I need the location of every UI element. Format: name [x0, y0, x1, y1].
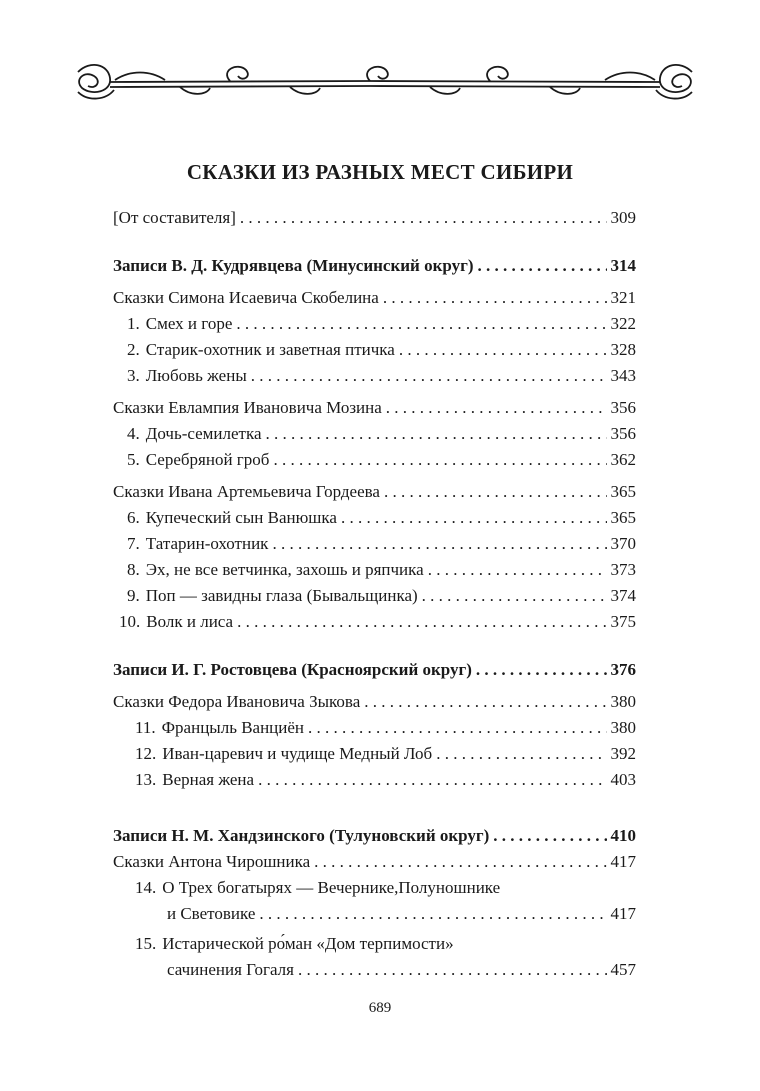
group-heading-label: Сказки Антона Чирошника [113, 852, 311, 871]
group-heading-label: Сказки Федора Ивановича Зыкова [113, 692, 361, 711]
table-of-contents [113, 205, 636, 983]
toc-entry-page: 362 [610, 450, 636, 469]
section-heading-label: Записи В. Д. Кудрявцева (Минусинский округ) [113, 256, 474, 275]
toc-entry-label: Серебряной гроб [145, 450, 270, 469]
leader-dots [478, 253, 607, 279]
leader-dots [298, 957, 607, 983]
leader-dots [308, 715, 606, 741]
toc-entry-number: 7. [127, 534, 140, 553]
toc-entry-page: 403 [610, 770, 636, 789]
section-heading-label: Записи И. Г. Ростовцева (Красноярский округ) [113, 660, 472, 679]
toc-entry-number: 10. [119, 612, 141, 631]
toc-entry-label: сачинения Гогаля [167, 960, 294, 979]
toc-entry [113, 421, 636, 447]
toc-entry-page: 457 [610, 960, 636, 979]
toc-entry-label: Смех и горе [145, 314, 233, 333]
toc-entry [113, 505, 636, 531]
leader-dots [341, 505, 607, 531]
toc-entry [113, 767, 636, 793]
group-heading [113, 689, 636, 715]
toc-entry [113, 583, 636, 609]
toc-entry-page: 375 [610, 612, 636, 631]
toc-entry-page: 380 [610, 718, 636, 737]
toc-entry-number: 15. [135, 934, 157, 953]
toc-entry-label: Купеческий сын Ванюшка [145, 508, 337, 527]
group-heading-page: 365 [610, 482, 636, 501]
toc-entry-label: Иван-царевич и чудище Медный Лоб [162, 744, 433, 763]
group-heading-label: Сказки Ивана Артемьевича Гордеева [113, 482, 380, 501]
toc-entry-page: 328 [610, 340, 636, 359]
toc-entry-number: 8. [127, 560, 140, 579]
toc-entry-page: 374 [610, 586, 636, 605]
section-heading [113, 657, 636, 683]
toc-entry [113, 363, 636, 389]
group-heading-page: 356 [610, 398, 636, 417]
toc-entry-label: Верная жена [162, 770, 255, 789]
leader-dots [240, 205, 607, 231]
toc-entry [113, 205, 636, 231]
toc-entry-label: Францыль Ванциён [161, 718, 305, 737]
toc-entry-page: 373 [610, 560, 636, 579]
toc-entry-page: 309 [610, 208, 636, 227]
toc-entry-page: 392 [610, 744, 636, 763]
toc-entry-label: Истарической ро́ман «Дом терпимости» [162, 934, 454, 953]
toc-entry-number: 11. [135, 718, 156, 737]
toc-entry-label: Поп — завидны глаза (Бывальщинка) [145, 586, 418, 605]
page-title: СКАЗКИ ИЗ РАЗНЫХ МЕСТ СИБИРИ [186, 160, 574, 184]
toc-entry-page: 322 [610, 314, 636, 333]
toc-entry-label: Татарин-охотник [145, 534, 269, 553]
toc-entry-number: 13. [135, 770, 157, 789]
toc-entry-page: 343 [610, 366, 636, 385]
toc-entry-page: 365 [610, 508, 636, 527]
toc-entry-page: 417 [610, 904, 636, 923]
leader-dots [386, 395, 607, 421]
toc-entry-page: 370 [610, 534, 636, 553]
group-heading [113, 395, 636, 421]
toc-entry-number: 4. [127, 424, 140, 443]
toc-entry [113, 447, 636, 473]
leader-dots [272, 531, 606, 557]
celtic-border-ornament-icon [70, 50, 700, 110]
leader-dots [237, 609, 606, 635]
toc-entry-label: Волк и лиса [146, 612, 234, 631]
toc-entry-continuation [113, 901, 636, 927]
leader-dots [428, 557, 607, 583]
leader-dots [259, 901, 606, 927]
toc-entry-first-line [113, 875, 636, 901]
group-heading [113, 849, 636, 875]
leader-dots [399, 337, 607, 363]
leader-dots [314, 849, 606, 875]
leader-dots [236, 311, 606, 337]
leader-dots [476, 657, 607, 683]
toc-entry [113, 741, 636, 767]
toc-entry-label: О Трех богатырях — Вечернике,Полуношнике [162, 878, 501, 897]
toc-entry-number: 9. [127, 586, 140, 605]
leader-dots [436, 741, 606, 767]
toc-entry-number: 5. [127, 450, 140, 469]
toc-entry-label: Дочь-семилетка [145, 424, 262, 443]
group-heading [113, 479, 636, 505]
leader-dots [258, 767, 606, 793]
toc-entry [113, 337, 636, 363]
toc-entry-label: и Световике [167, 904, 256, 923]
section-heading-page: 314 [610, 256, 636, 275]
group-heading-page: 417 [610, 852, 636, 871]
toc-entry-label: [От составителя] [113, 208, 236, 227]
toc-entry [113, 311, 636, 337]
toc-entry-number: 1. [127, 314, 140, 333]
leader-dots [422, 583, 607, 609]
toc-entry [113, 557, 636, 583]
section-heading-page: 376 [610, 660, 636, 679]
leader-dots [273, 447, 606, 473]
toc-entry-number: 14. [135, 878, 157, 897]
leader-dots [383, 285, 607, 311]
toc-entry-number: 12. [135, 744, 157, 763]
group-heading-label: Сказки Евлампия Ивановича Мозина [113, 398, 382, 417]
section-heading-page: 410 [610, 826, 636, 845]
group-heading [113, 285, 636, 311]
leader-dots [251, 363, 607, 389]
group-heading-page: 380 [610, 692, 636, 711]
toc-entry [113, 609, 636, 635]
section-heading [113, 823, 636, 849]
group-heading-page: 321 [610, 288, 636, 307]
toc-entry [113, 531, 636, 557]
section-heading-label: Записи Н. М. Хандзинского (Тулуновский округ) [113, 826, 490, 845]
toc-entry-label: Эх, не все ветчинка, захошь и ряпчика [145, 560, 424, 579]
section-heading [113, 253, 636, 279]
toc-entry [113, 715, 636, 741]
toc-entry-label: Любовь жены [145, 366, 247, 385]
leader-dots [493, 823, 606, 849]
leader-dots [364, 689, 606, 715]
toc-entry-number: 6. [127, 508, 140, 527]
toc-entry-number: 3. [127, 366, 140, 385]
page-number: 689 [368, 1000, 392, 1016]
group-heading-label: Сказки Симона Исаевича Скобелина [113, 288, 379, 307]
toc-entry-page: 356 [610, 424, 636, 443]
toc-entry-continuation [113, 957, 636, 983]
toc-entry-label: Старик-охотник и заветная птичка [145, 340, 395, 359]
leader-dots [384, 479, 607, 505]
leader-dots [266, 421, 607, 447]
toc-entry-number: 2. [127, 340, 140, 359]
toc-entry-first-line [113, 931, 636, 957]
